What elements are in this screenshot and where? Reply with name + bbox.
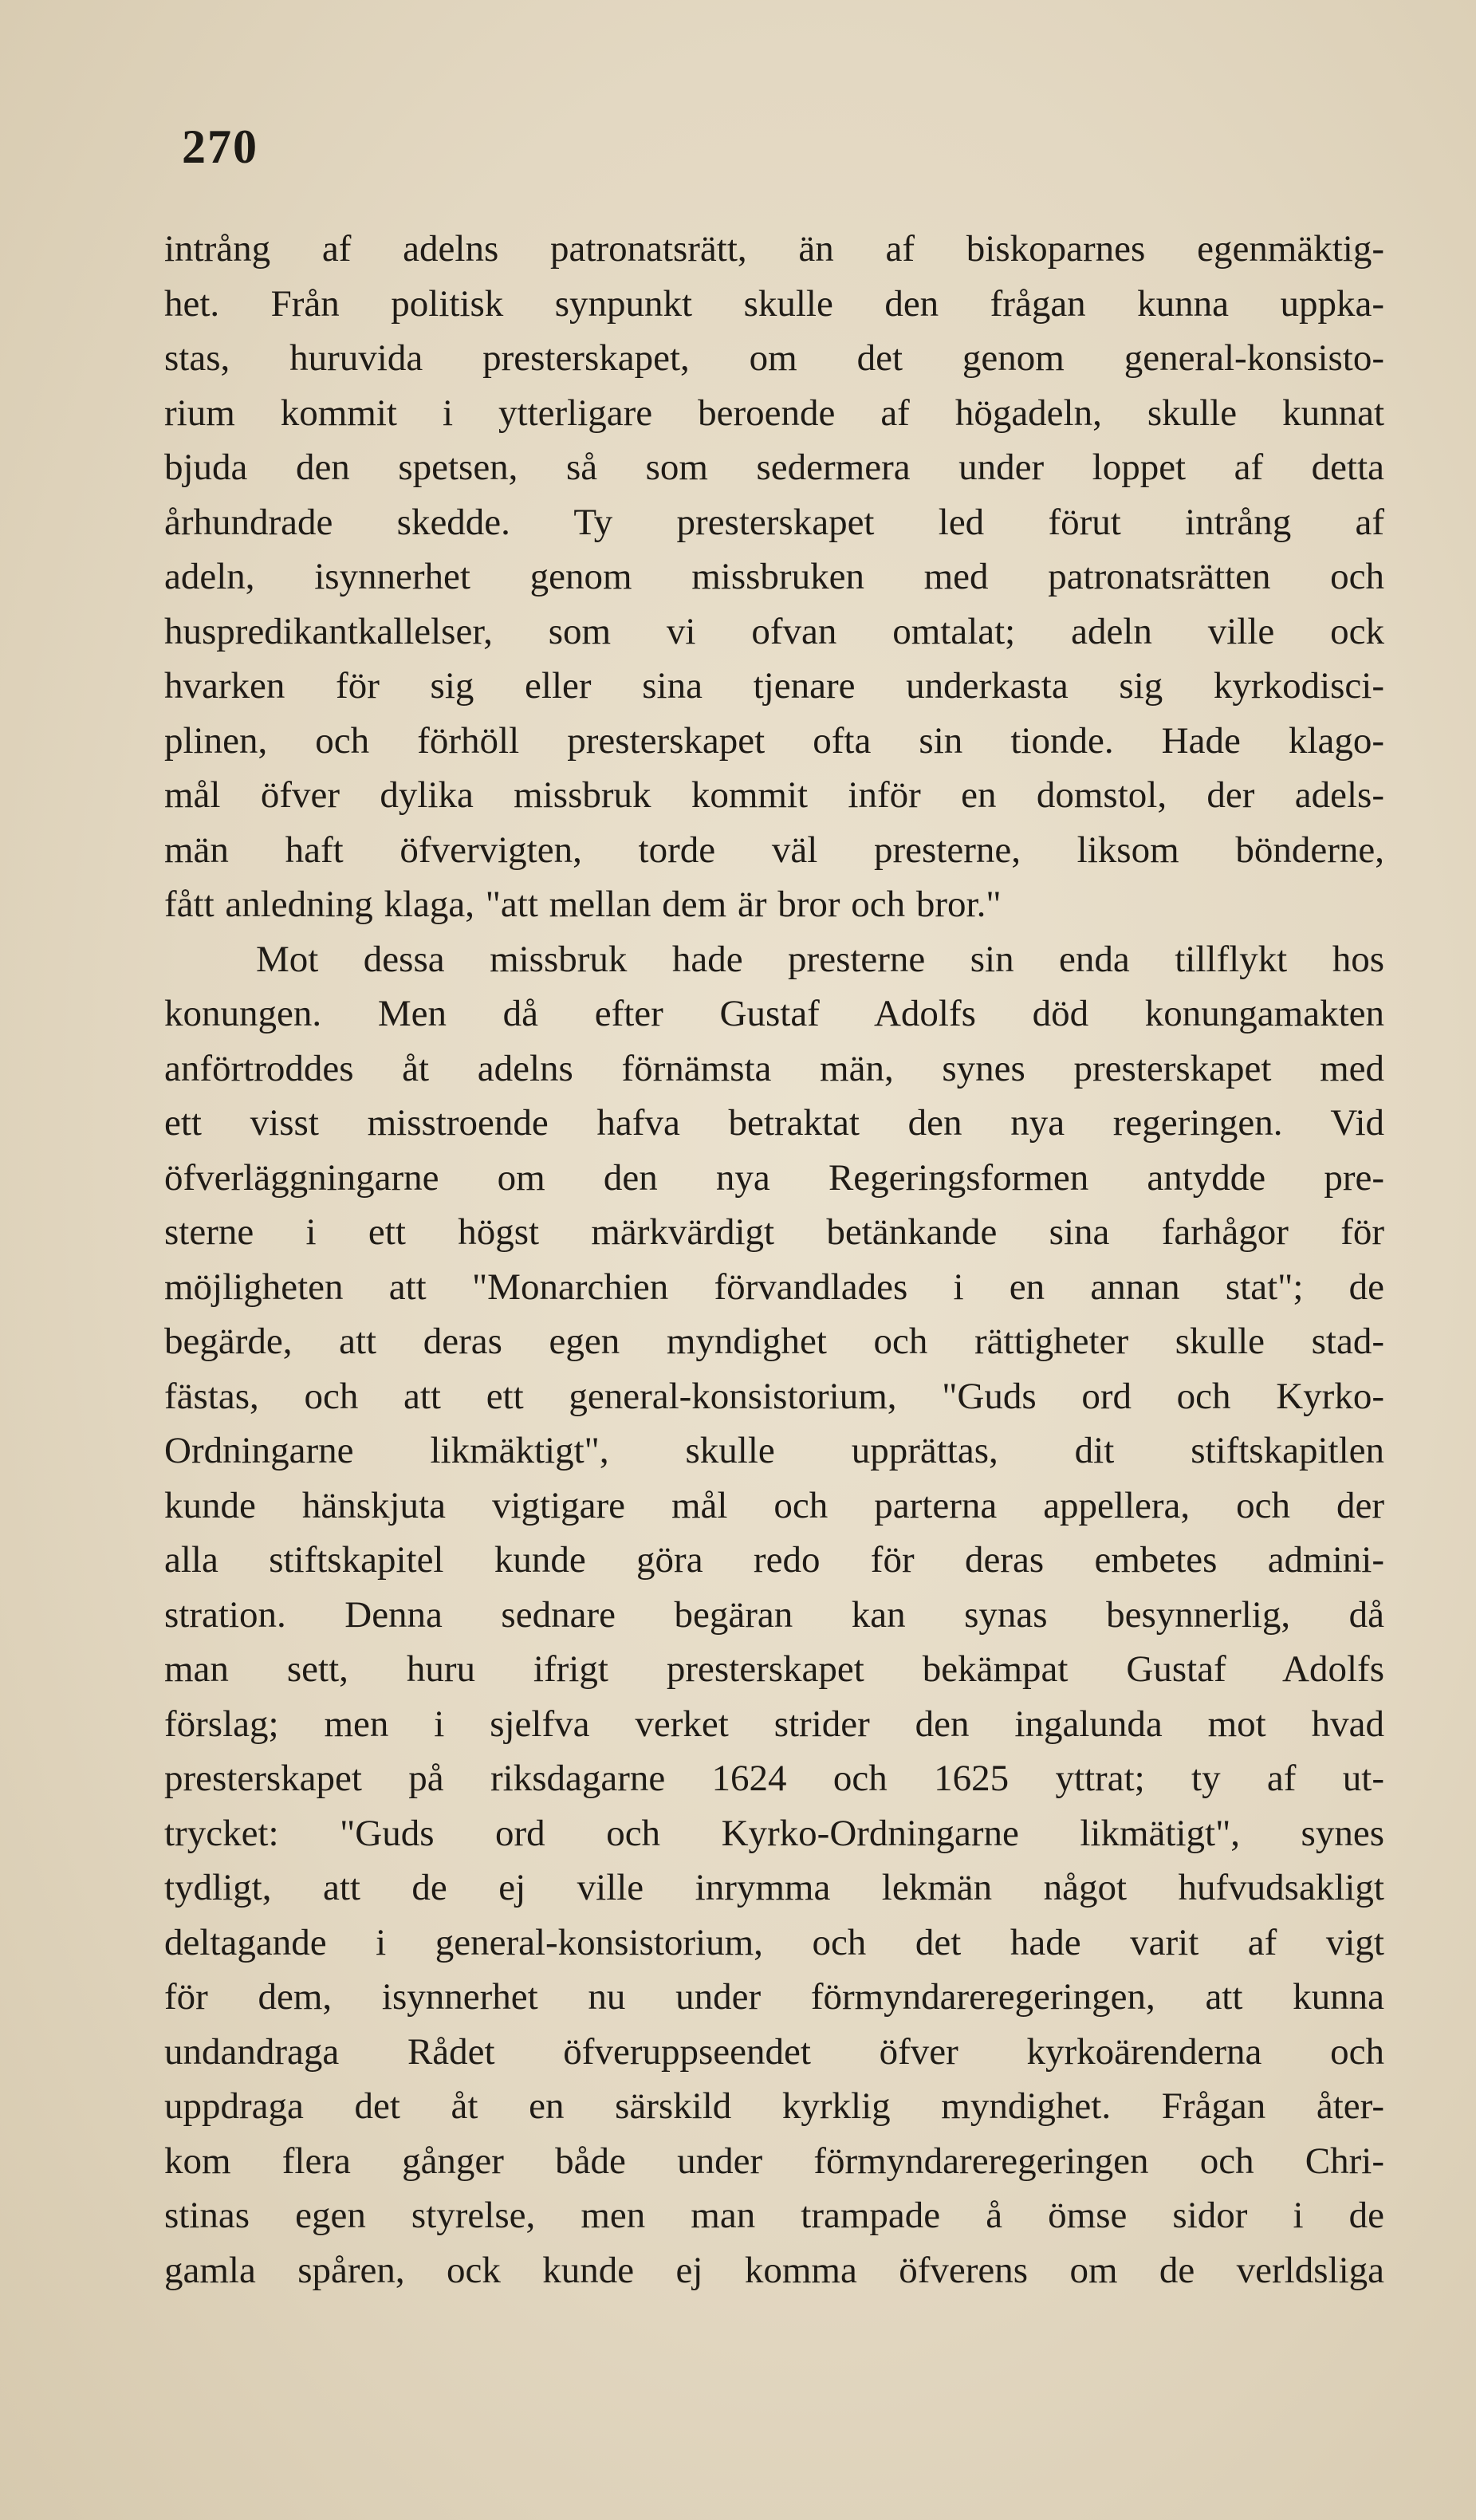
text-line-10: plinen, och förhöll presterskapet ofta sin tionde. Hade klago-: [164, 719, 1384, 762]
text-line-5: bjuda den spetsen, så som sedermera under loppet af detta: [164, 447, 1384, 488]
body-text: [164, 222, 1384, 2298]
text-line-28: förslag; men i sjelfva verket strider den ingalunda mot hvad: [164, 1703, 1384, 1745]
text-line-19: sterne i ett högst märkvärdigt betänkande sina farhågor för: [164, 1211, 1384, 1253]
text-line-25: alla stiftskapitel kunde göra redo för deras embetes admini-: [164, 1539, 1384, 1581]
text-line-12: män haft öfvervigten, torde väl presterne, liksom bönderne,: [164, 829, 1384, 871]
text-line-16: anförtroddes åt adelns förnämsta män, synes presterskapet med: [164, 1047, 1384, 1089]
text-line-30: trycket: "Guds ord och Kyrko-Ordningarne likmätigt", synes: [164, 1812, 1384, 1854]
text-line-2: het. Från politisk synpunkt skulle den frågan kunna uppka-: [164, 282, 1384, 325]
text-line-29: presterskapet på riksdagarne 1624 och 1625 yttrat; ty af ut-: [164, 1758, 1384, 1799]
text-line-7: adeln, isynnerhet genom missbruken med patronatsrätten och: [164, 556, 1384, 597]
page-number: 270: [182, 120, 258, 173]
text-line-34: undandraga Rådet öfveruppseendet öfver kyrkoärenderna och: [164, 2030, 1384, 2073]
text-line-38: gamla spåren, ock kunde ej komma öfverens om de verldsliga: [164, 2249, 1384, 2291]
text-line-18: öfverläggningarne om den nya Regeringsformen antydde pre-: [164, 1156, 1384, 1199]
text-line-4: rium kommit i ytterligare beroende af högadeln, skulle kunnat: [164, 392, 1384, 434]
text-line-6: århundrade skedde. Ty presterskapet led förut intrång af: [164, 501, 1384, 543]
text-line-8: huspredikantkallelser, som vi ofvan omtalat; adeln ville ock: [164, 610, 1384, 652]
text-line-21: begärde, att deras egen myndighet och rättigheter skulle stad-: [164, 1321, 1384, 1362]
text-line-20: möjligheten att "Monarchien förvandlades i en annan stat"; de: [164, 1266, 1384, 1308]
text-line-37: stinas egen styrelse, men man trampade å ömse sidor i de: [164, 2195, 1384, 2236]
text-line-33: för dem, isynnerhet nu under förmyndareregeringen, att kunna: [164, 1976, 1384, 2018]
text-line-9: hvarken för sig eller sina tjenare underkasta sig kyrkodisci-: [164, 665, 1384, 707]
text-line-11: mål öfver dylika missbruk kommit inför en domstol, der adels-: [164, 774, 1384, 816]
text-line-22: fästas, och att ett general-konsistorium, "Guds ord och Kyrko-: [164, 1375, 1384, 1417]
text-line-35: uppdraga det åt en särskild kyrklig myndighet. Frågan åter-: [164, 2085, 1384, 2127]
text-line-26: stration. Denna sednare begäran kan synas besynnerlig, då: [164, 1593, 1384, 1636]
text-line-27: man sett, huru ifrigt presterskapet bekämpat Gustaf Adolfs: [164, 1648, 1384, 1690]
text-line-32: deltagande i general-konsistorium, och det hade varit af vigt: [164, 1921, 1384, 1963]
text-line-15: konungen. Men då efter Gustaf Adolfs död konungamakten: [164, 993, 1384, 1034]
text-line-1: intrång af adelns patronatsrätt, än af biskoparnes egenmäktig-: [164, 228, 1384, 270]
text-line-36: kom flera gånger både under förmyndareregeringen och Chri-: [164, 2140, 1384, 2182]
text-line-13: fått anledning klaga, "att mellan dem är bror och bror.": [164, 884, 1002, 925]
text-line-14: Mot dessa missbruk hade presterne sin enda tillflykt hos: [256, 938, 1384, 980]
text-line-3: stas, huruvida presterskapet, om det genom general-konsisto-: [164, 337, 1384, 379]
text-line-31: tydligt, att de ej ville inrymma lekmän något hufvudsakligt: [164, 1867, 1384, 1908]
text-line-17: ett visst misstroende hafva betraktat den nya regeringen. Vid: [164, 1102, 1384, 1144]
text-line-23: Ordningarne likmäktigt", skulle upprättas, dit stiftskapitlen: [164, 1430, 1384, 1471]
text-line-24: kunde hänskjuta vigtigare mål och parterna appellera, och der: [164, 1484, 1384, 1526]
